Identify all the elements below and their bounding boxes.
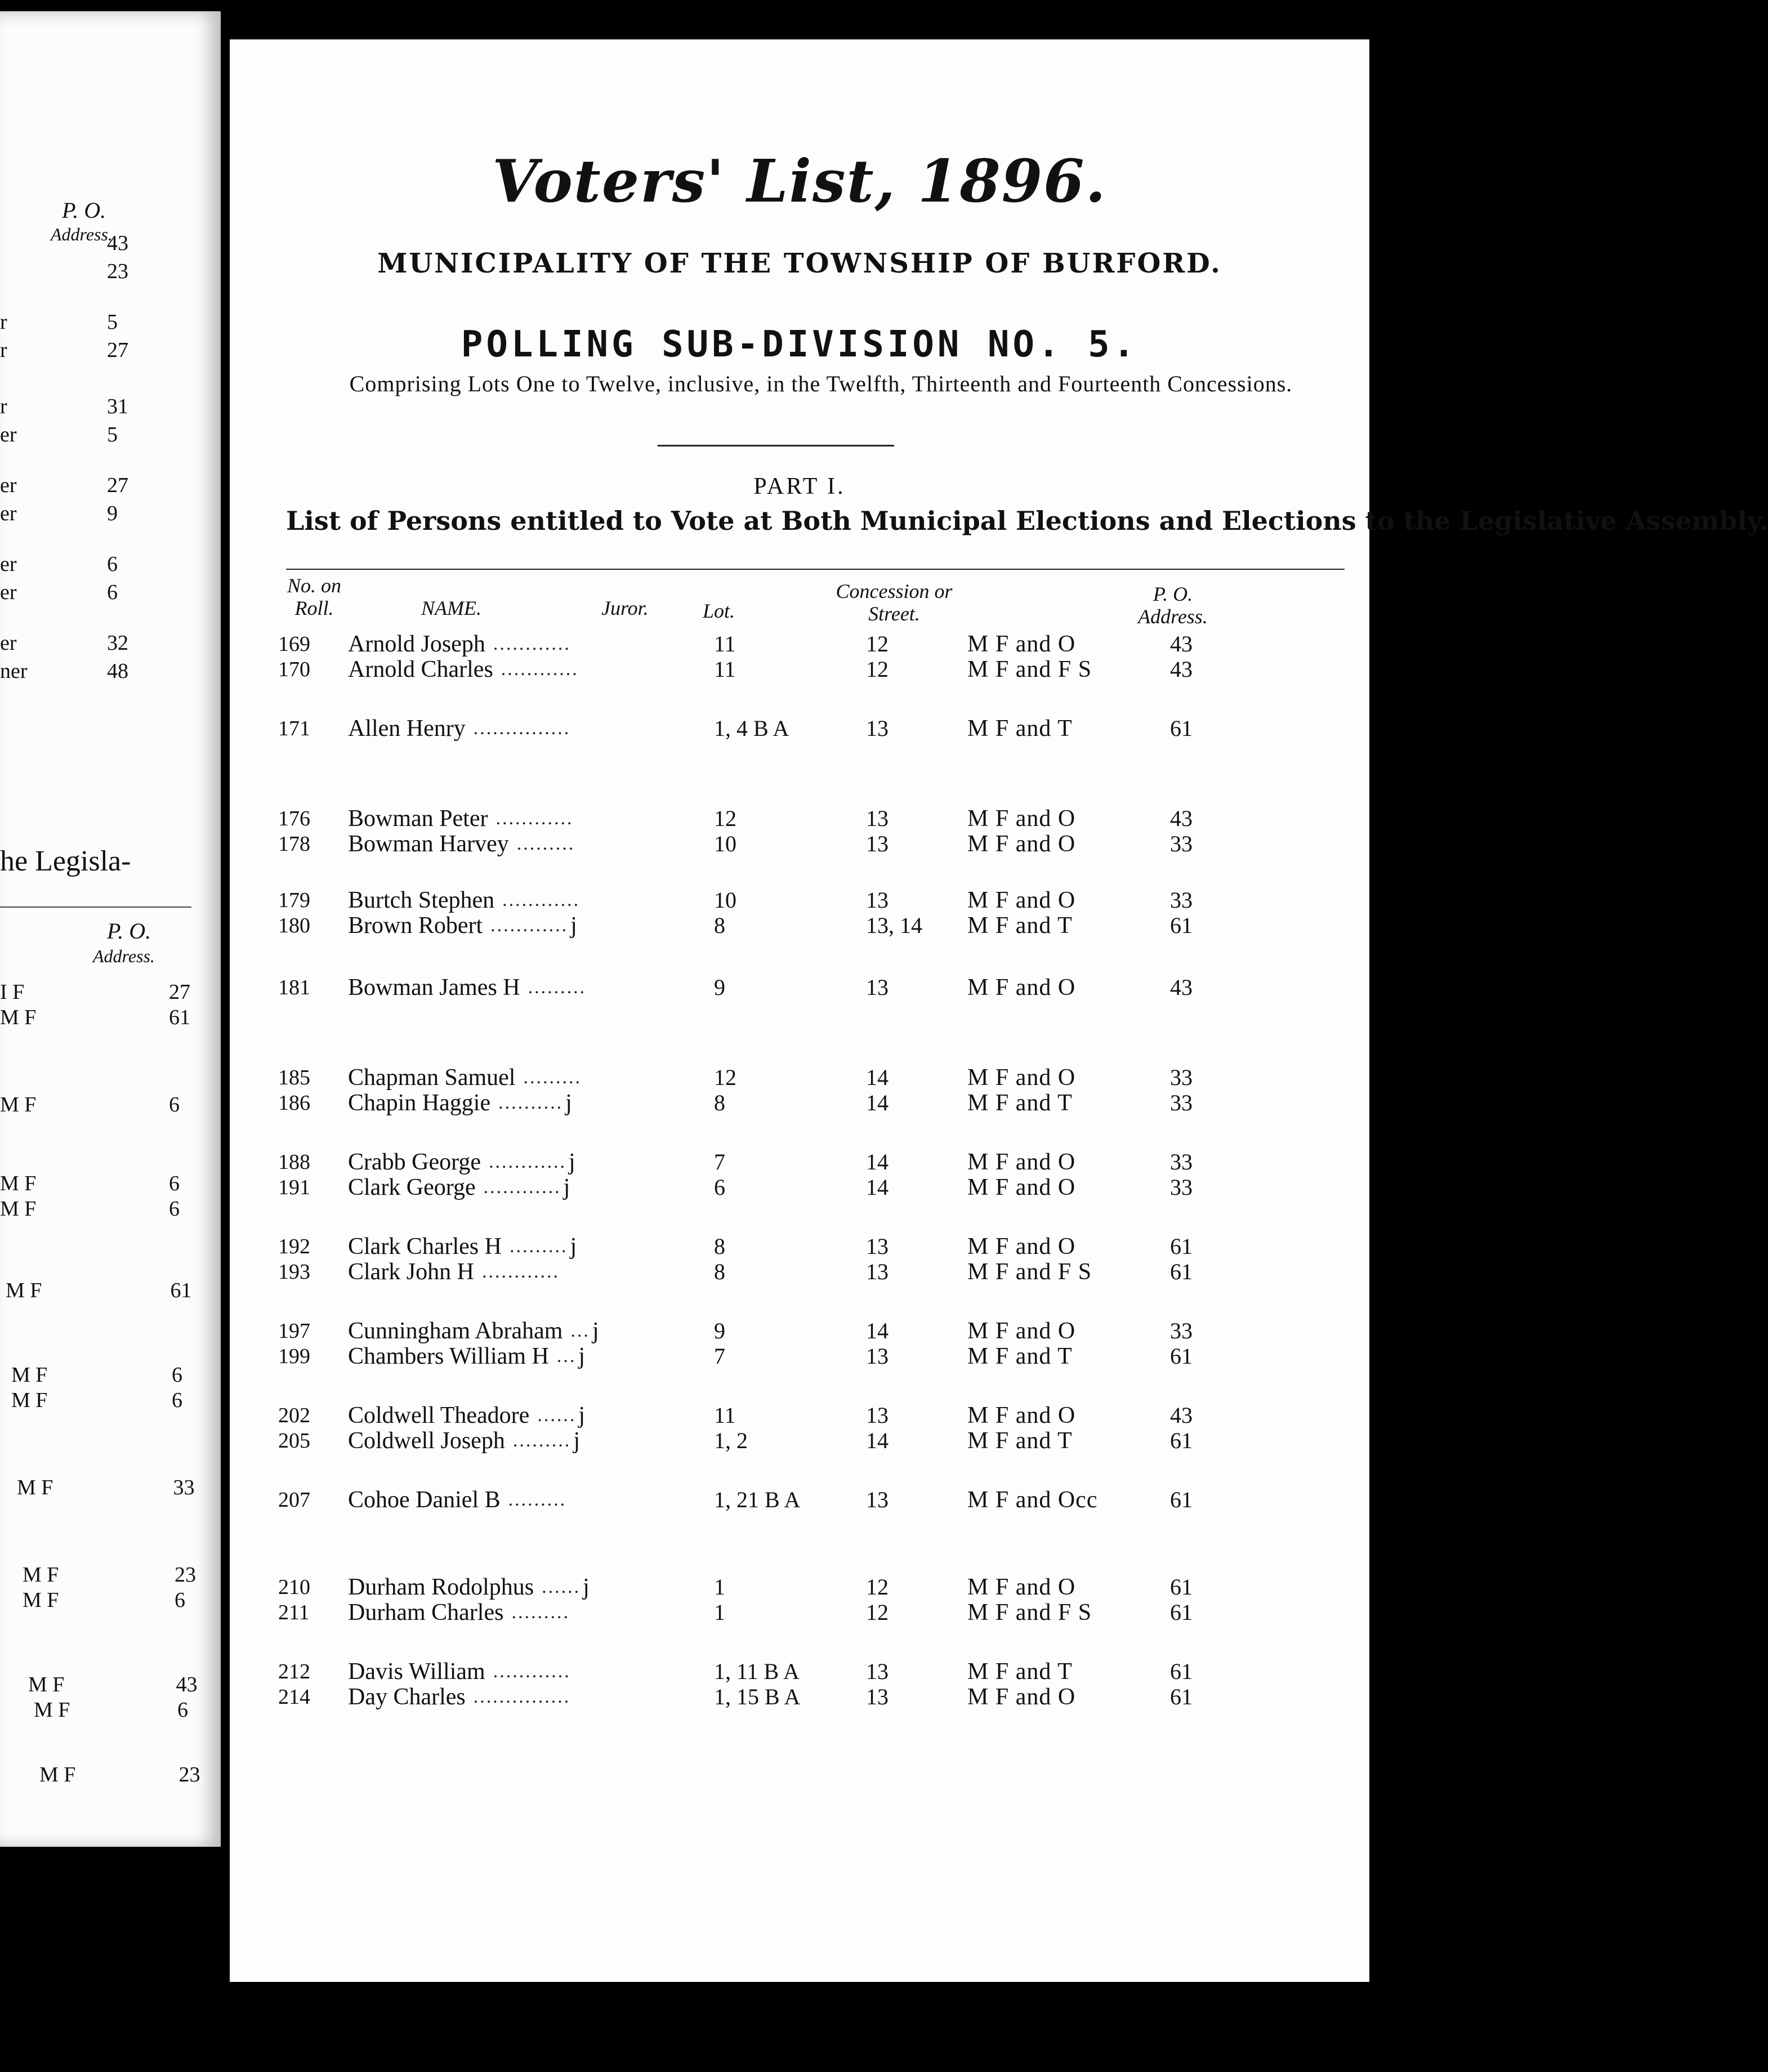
concession: 13	[866, 1259, 889, 1284]
left-entry-po: 6	[175, 1588, 185, 1612]
left-entry-status: M F	[17, 1476, 53, 1499]
left-facing-page	[0, 11, 221, 1847]
voter-name: Day Charles	[348, 1684, 466, 1710]
concession: 13	[866, 1234, 889, 1259]
voter-name: Clark John H	[348, 1259, 474, 1285]
roll-number: 202	[278, 1404, 310, 1427]
left-entry-po: 43	[176, 1673, 198, 1696]
qualification: M F and F S	[967, 1259, 1092, 1285]
concession: 13	[866, 887, 889, 913]
left-entry-po: 27	[169, 980, 190, 1004]
lot-number: 8	[714, 1234, 725, 1259]
voter-name: Crabb George	[348, 1149, 481, 1175]
leader-dots: .........	[523, 1067, 582, 1088]
table-row	[230, 1233, 1369, 1260]
table-row	[230, 805, 1369, 832]
roll-number: 169	[278, 632, 310, 656]
roll-number: 180	[278, 914, 310, 937]
left-entry-po: 9	[107, 502, 118, 525]
roll-number: 207	[278, 1488, 310, 1512]
left-entry-status: er	[0, 580, 17, 604]
voter-name: Bowman Harvey	[348, 831, 509, 857]
table-row	[230, 656, 1369, 683]
po-address: 33	[1170, 887, 1193, 913]
table-row	[230, 1599, 1369, 1626]
juror-mark: j	[578, 1343, 585, 1369]
left-entry-status: M F	[23, 1588, 59, 1612]
header-concession: Concession or Street.	[836, 580, 953, 625]
qualification: M F and O	[967, 1234, 1076, 1260]
po-address: 61	[1170, 1343, 1193, 1369]
voter-name: Clark George	[348, 1175, 476, 1200]
table-row	[230, 1427, 1369, 1454]
po-address: 61	[1170, 1259, 1193, 1284]
qualification: M F and O	[967, 1574, 1076, 1600]
po-address: 33	[1170, 831, 1193, 856]
table-row	[230, 1064, 1369, 1091]
left-entry-po: 6	[107, 580, 118, 604]
lot-number: 9	[714, 1318, 725, 1343]
po-address: 61	[1170, 913, 1193, 938]
leader-dots: ......	[542, 1577, 581, 1597]
qualification: M F and O	[967, 1403, 1076, 1428]
table-row	[230, 1658, 1369, 1685]
lot-number: 12	[714, 806, 736, 831]
left-heading-fragment: he Legisla-	[0, 845, 131, 877]
qualification: M F and T	[967, 1343, 1073, 1369]
voter-name: Arnold Joseph	[348, 631, 485, 657]
left-entry-status: r	[0, 395, 7, 418]
juror-mark: j	[565, 1090, 572, 1116]
leader-dots: ............	[488, 1151, 566, 1172]
lot-number: 1, 4 B A	[714, 716, 789, 741]
concession: 13, 14	[866, 913, 922, 938]
concession: 12	[866, 1600, 889, 1625]
lot-number: 8	[714, 913, 725, 938]
leader-dots: .........	[511, 1602, 570, 1623]
table-row	[230, 912, 1369, 939]
left-col-header-po: P. O.	[62, 198, 106, 223]
juror-mark: j	[570, 913, 577, 939]
voter-name: Chapman Samuel	[348, 1065, 516, 1091]
roll-number: 211	[278, 1601, 310, 1624]
concession: 13	[866, 806, 889, 831]
leader-dots: ............	[483, 1177, 561, 1198]
qualification: M F and O	[967, 1149, 1076, 1175]
lot-number: 11	[714, 631, 736, 657]
left-entry-status: M F	[0, 1197, 37, 1221]
lot-number: 7	[714, 1149, 725, 1175]
qualification: M F and T	[967, 1090, 1073, 1116]
left-entry-status: M F	[11, 1363, 48, 1387]
header-juror: Juror.	[601, 597, 649, 619]
qualification: M F and Occ	[967, 1487, 1098, 1513]
po-address: 43	[1170, 1403, 1193, 1428]
left-entry-status: ner	[0, 659, 28, 683]
left-entry-po: 27	[107, 474, 128, 497]
roll-number: 171	[278, 717, 310, 740]
roll-number: 214	[278, 1685, 310, 1709]
voter-name: Bowman Peter	[348, 806, 488, 832]
roll-number: 191	[278, 1176, 310, 1199]
left-entry-po: 6	[172, 1388, 182, 1412]
comprising-text: Comprising Lots One to Twelve, inclusive, in the Twelfth, Thirteenth and Fourteenth Concessions.	[349, 371, 1293, 396]
voter-name: Brown Robert	[348, 913, 483, 939]
concession: 13	[866, 1403, 889, 1428]
header-no-on-roll: No. on Roll.	[287, 574, 341, 619]
lot-number: 1, 2	[714, 1428, 748, 1453]
lot-number: 12	[714, 1065, 736, 1090]
roll-number: 199	[278, 1345, 310, 1368]
lot-number: 10	[714, 831, 736, 856]
voter-name: Durham Rodolphus	[348, 1574, 534, 1600]
qualification: M F and O	[967, 631, 1076, 657]
left-entry-po: 6	[169, 1093, 180, 1117]
leader-dots: ............	[482, 1261, 560, 1282]
table-row	[230, 1684, 1369, 1711]
leader-dots: ............	[493, 1661, 571, 1682]
left-entry-po: 61	[169, 1006, 190, 1029]
voter-name: Coldwell Theadore	[348, 1403, 530, 1428]
voter-name: Chambers William H	[348, 1343, 549, 1369]
roll-number: 210	[278, 1575, 310, 1599]
qualification: M F and T	[967, 1659, 1073, 1685]
voter-name: Durham Charles	[348, 1600, 504, 1626]
roll-number: 178	[278, 832, 310, 856]
short-divider	[658, 445, 894, 446]
qualification: M F and O	[967, 975, 1076, 1001]
lot-number: 8	[714, 1090, 725, 1115]
concession: 14	[866, 1318, 889, 1343]
left-entry-po: 6	[107, 552, 118, 576]
concession: 14	[866, 1149, 889, 1175]
roll-number: 176	[278, 807, 310, 830]
leader-dots: ...	[556, 1346, 577, 1367]
table-row	[230, 1318, 1369, 1345]
qualification: M F and O	[967, 806, 1076, 832]
left-entry-status: M F	[0, 1093, 37, 1117]
leader-dots: .........	[516, 833, 575, 854]
table-row	[230, 1486, 1369, 1513]
roll-number: 197	[278, 1319, 310, 1343]
polling-subdivision-heading: POLLING SUB-DIVISION NO. 5.	[461, 324, 1139, 365]
leader-dots: .........	[512, 1430, 572, 1451]
leader-dots: ...	[570, 1320, 590, 1341]
table-row	[230, 715, 1369, 742]
leader-dots: ............	[495, 808, 574, 829]
po-address: 43	[1170, 657, 1193, 682]
lot-number: 1, 21 B A	[714, 1487, 801, 1512]
header-divider	[286, 569, 1345, 570]
left-entry-po: 6	[172, 1363, 182, 1387]
roll-number: 181	[278, 976, 310, 999]
po-address: 61	[1170, 716, 1193, 741]
po-address: 33	[1170, 1090, 1193, 1115]
list-heading: List of Persons entitled to Vote at Both Municipal Elections and Elections to the Legislative Assembly.	[286, 506, 1768, 536]
leader-dots: ..........	[498, 1092, 564, 1113]
po-address: 43	[1170, 806, 1193, 831]
left-divider	[0, 906, 191, 908]
left-entry-status: M F	[0, 1006, 37, 1029]
voter-name: Clark Charles H	[348, 1234, 502, 1260]
table-row	[230, 1149, 1369, 1176]
concession: 12	[866, 657, 889, 682]
table-row	[230, 1258, 1369, 1285]
left-entry-status: er	[0, 474, 17, 497]
juror-mark: j	[592, 1318, 599, 1344]
concession: 13	[866, 1487, 889, 1512]
po-address: 33	[1170, 1175, 1193, 1200]
table-row	[230, 1343, 1369, 1370]
qualification: M F and T	[967, 1428, 1073, 1454]
voter-name: Burtch Stephen	[348, 887, 495, 913]
table-row	[230, 1089, 1369, 1117]
juror-mark: j	[578, 1403, 585, 1428]
po-address: 33	[1170, 1065, 1193, 1090]
lot-number: 1, 11 B A	[714, 1659, 800, 1684]
left-entry-po: 27	[107, 338, 128, 362]
concession: 12	[866, 631, 889, 657]
voter-name: Chapin Haggie	[348, 1090, 491, 1116]
table-row	[230, 887, 1369, 914]
po-address: 33	[1170, 1149, 1193, 1175]
concession: 14	[866, 1065, 889, 1090]
po-address: 43	[1170, 975, 1193, 1000]
po-address: 61	[1170, 1659, 1193, 1684]
left-entry-status: r	[0, 338, 7, 362]
left-entry-status: M F	[39, 1763, 76, 1787]
lot-number: 1, 15 B A	[714, 1684, 801, 1709]
left-entry-status: er	[0, 423, 17, 446]
left-entry-status: M F	[34, 1698, 70, 1722]
lot-number: 1	[714, 1600, 725, 1625]
left-entry-po: 61	[170, 1279, 192, 1302]
qualification: M F and T	[967, 716, 1073, 742]
left-col-header-po-2: P. O.	[107, 918, 151, 944]
left-entry-status: M F	[6, 1279, 42, 1302]
po-address: 61	[1170, 1428, 1193, 1453]
left-entry-po: 31	[107, 395, 128, 418]
part-heading: PART I.	[753, 474, 846, 499]
header-lot: Lot.	[703, 600, 735, 622]
roll-number: 188	[278, 1150, 310, 1174]
po-address: 61	[1170, 1600, 1193, 1625]
juror-mark: j	[573, 1428, 580, 1454]
voters-list-page	[230, 39, 1768, 1982]
qualification: M F and F S	[967, 1600, 1092, 1626]
leader-dots: .........	[528, 977, 587, 998]
left-entry-status: M F	[23, 1563, 59, 1587]
table-row	[230, 830, 1369, 858]
po-address: 61	[1170, 1234, 1193, 1259]
voter-name: Cunningham Abraham	[348, 1318, 563, 1344]
concession: 12	[866, 1574, 889, 1600]
roll-number: 186	[278, 1091, 310, 1115]
po-address: 61	[1170, 1684, 1193, 1709]
po-address: 61	[1170, 1487, 1193, 1512]
lot-number: 9	[714, 975, 725, 1000]
qualification: M F and O	[967, 831, 1076, 857]
concession: 13	[866, 716, 889, 741]
left-entry-po: 23	[175, 1563, 196, 1587]
lot-number: 10	[714, 887, 736, 913]
header-name: NAME.	[421, 597, 481, 619]
leader-dots: .........	[508, 1489, 567, 1510]
roll-number: 170	[278, 658, 310, 681]
table-row	[230, 1174, 1369, 1201]
left-entry-po: 23	[178, 1763, 200, 1787]
juror-mark: j	[568, 1149, 575, 1175]
lot-number: 6	[714, 1175, 725, 1200]
leader-dots: .........	[509, 1236, 568, 1257]
qualification: M F and T	[967, 913, 1073, 939]
qualification: M F and O	[967, 1065, 1076, 1091]
header-po-address: P. O. Address.	[1138, 583, 1208, 628]
roll-number: 205	[278, 1429, 310, 1453]
left-entry-po: 5	[107, 423, 118, 446]
left-entry-po: 43	[107, 231, 128, 255]
table-row	[230, 1574, 1369, 1601]
leader-dots: ............	[490, 915, 569, 936]
concession: 13	[866, 831, 889, 856]
left-entry-status: er	[0, 631, 17, 655]
juror-mark: j	[570, 1234, 577, 1260]
juror-mark: j	[563, 1175, 570, 1200]
lot-number: 11	[714, 1403, 736, 1428]
voter-name: Allen Henry	[348, 716, 466, 742]
table-row	[230, 974, 1369, 1001]
roll-number: 212	[278, 1660, 310, 1684]
left-col-header-address-2: Address.	[93, 946, 155, 966]
left-entry-po: 32	[107, 631, 128, 655]
left-entry-po: 33	[173, 1476, 195, 1499]
roll-number: 193	[278, 1260, 310, 1284]
left-entry-po: 6	[169, 1172, 180, 1195]
leader-dots: ...............	[473, 1686, 571, 1707]
left-entry-status: M F	[28, 1673, 65, 1696]
leader-dots: ............	[493, 633, 571, 654]
voter-name: Cohoe Daniel B	[348, 1487, 501, 1513]
voter-name: Arnold Charles	[348, 657, 493, 682]
left-entry-status: r	[0, 310, 7, 334]
left-col-header-address: Address.	[51, 224, 113, 244]
concession: 14	[866, 1090, 889, 1115]
roll-number: 179	[278, 888, 310, 912]
voter-name: Coldwell Joseph	[348, 1428, 505, 1454]
qualification: M F and O	[967, 1684, 1076, 1710]
leader-dots: ...............	[473, 718, 571, 739]
concession: 13	[866, 1343, 889, 1369]
lot-number: 1	[714, 1574, 725, 1600]
concession: 14	[866, 1428, 889, 1453]
voter-name: Davis William	[348, 1659, 485, 1685]
municipality-heading: MUNICIPALITY OF THE TOWNSHIP OF BURFORD.	[377, 248, 1222, 279]
concession: 13	[866, 1659, 889, 1684]
left-entry-status: I F	[0, 980, 25, 1004]
roll-number: 192	[278, 1235, 310, 1258]
lot-number: 8	[714, 1259, 725, 1284]
leader-dots: ............	[502, 890, 581, 910]
voter-name: Bowman James H	[348, 975, 520, 1001]
qualification: M F and O	[967, 887, 1076, 913]
leader-dots: ............	[501, 659, 579, 680]
qualification: M F and O	[967, 1318, 1076, 1344]
lot-number: 7	[714, 1343, 725, 1369]
po-address: 33	[1170, 1318, 1193, 1343]
left-entry-status: er	[0, 502, 17, 525]
concession: 13	[866, 975, 889, 1000]
concession: 13	[866, 1684, 889, 1709]
left-entry-status: M F	[11, 1388, 48, 1412]
left-entry-po: 6	[177, 1698, 188, 1722]
table-row	[230, 631, 1369, 658]
left-entry-status: M F	[0, 1172, 37, 1195]
concession: 14	[866, 1175, 889, 1200]
left-entry-po: 48	[107, 659, 128, 683]
left-entry-po: 6	[169, 1197, 180, 1221]
lot-number: 11	[714, 657, 736, 682]
po-address: 43	[1170, 631, 1193, 657]
left-entry-po: 5	[107, 310, 118, 334]
left-entry-po: 23	[107, 260, 128, 283]
po-address: 61	[1170, 1574, 1193, 1600]
leader-dots: ......	[537, 1405, 577, 1426]
table-row	[230, 1402, 1369, 1429]
qualification: M F and O	[967, 1175, 1076, 1200]
qualification: M F and F S	[967, 657, 1092, 682]
juror-mark: j	[583, 1574, 590, 1600]
left-entry-status: er	[0, 552, 17, 576]
roll-number: 185	[278, 1066, 310, 1089]
page-title: Voters' List, 1896.	[492, 146, 1107, 216]
